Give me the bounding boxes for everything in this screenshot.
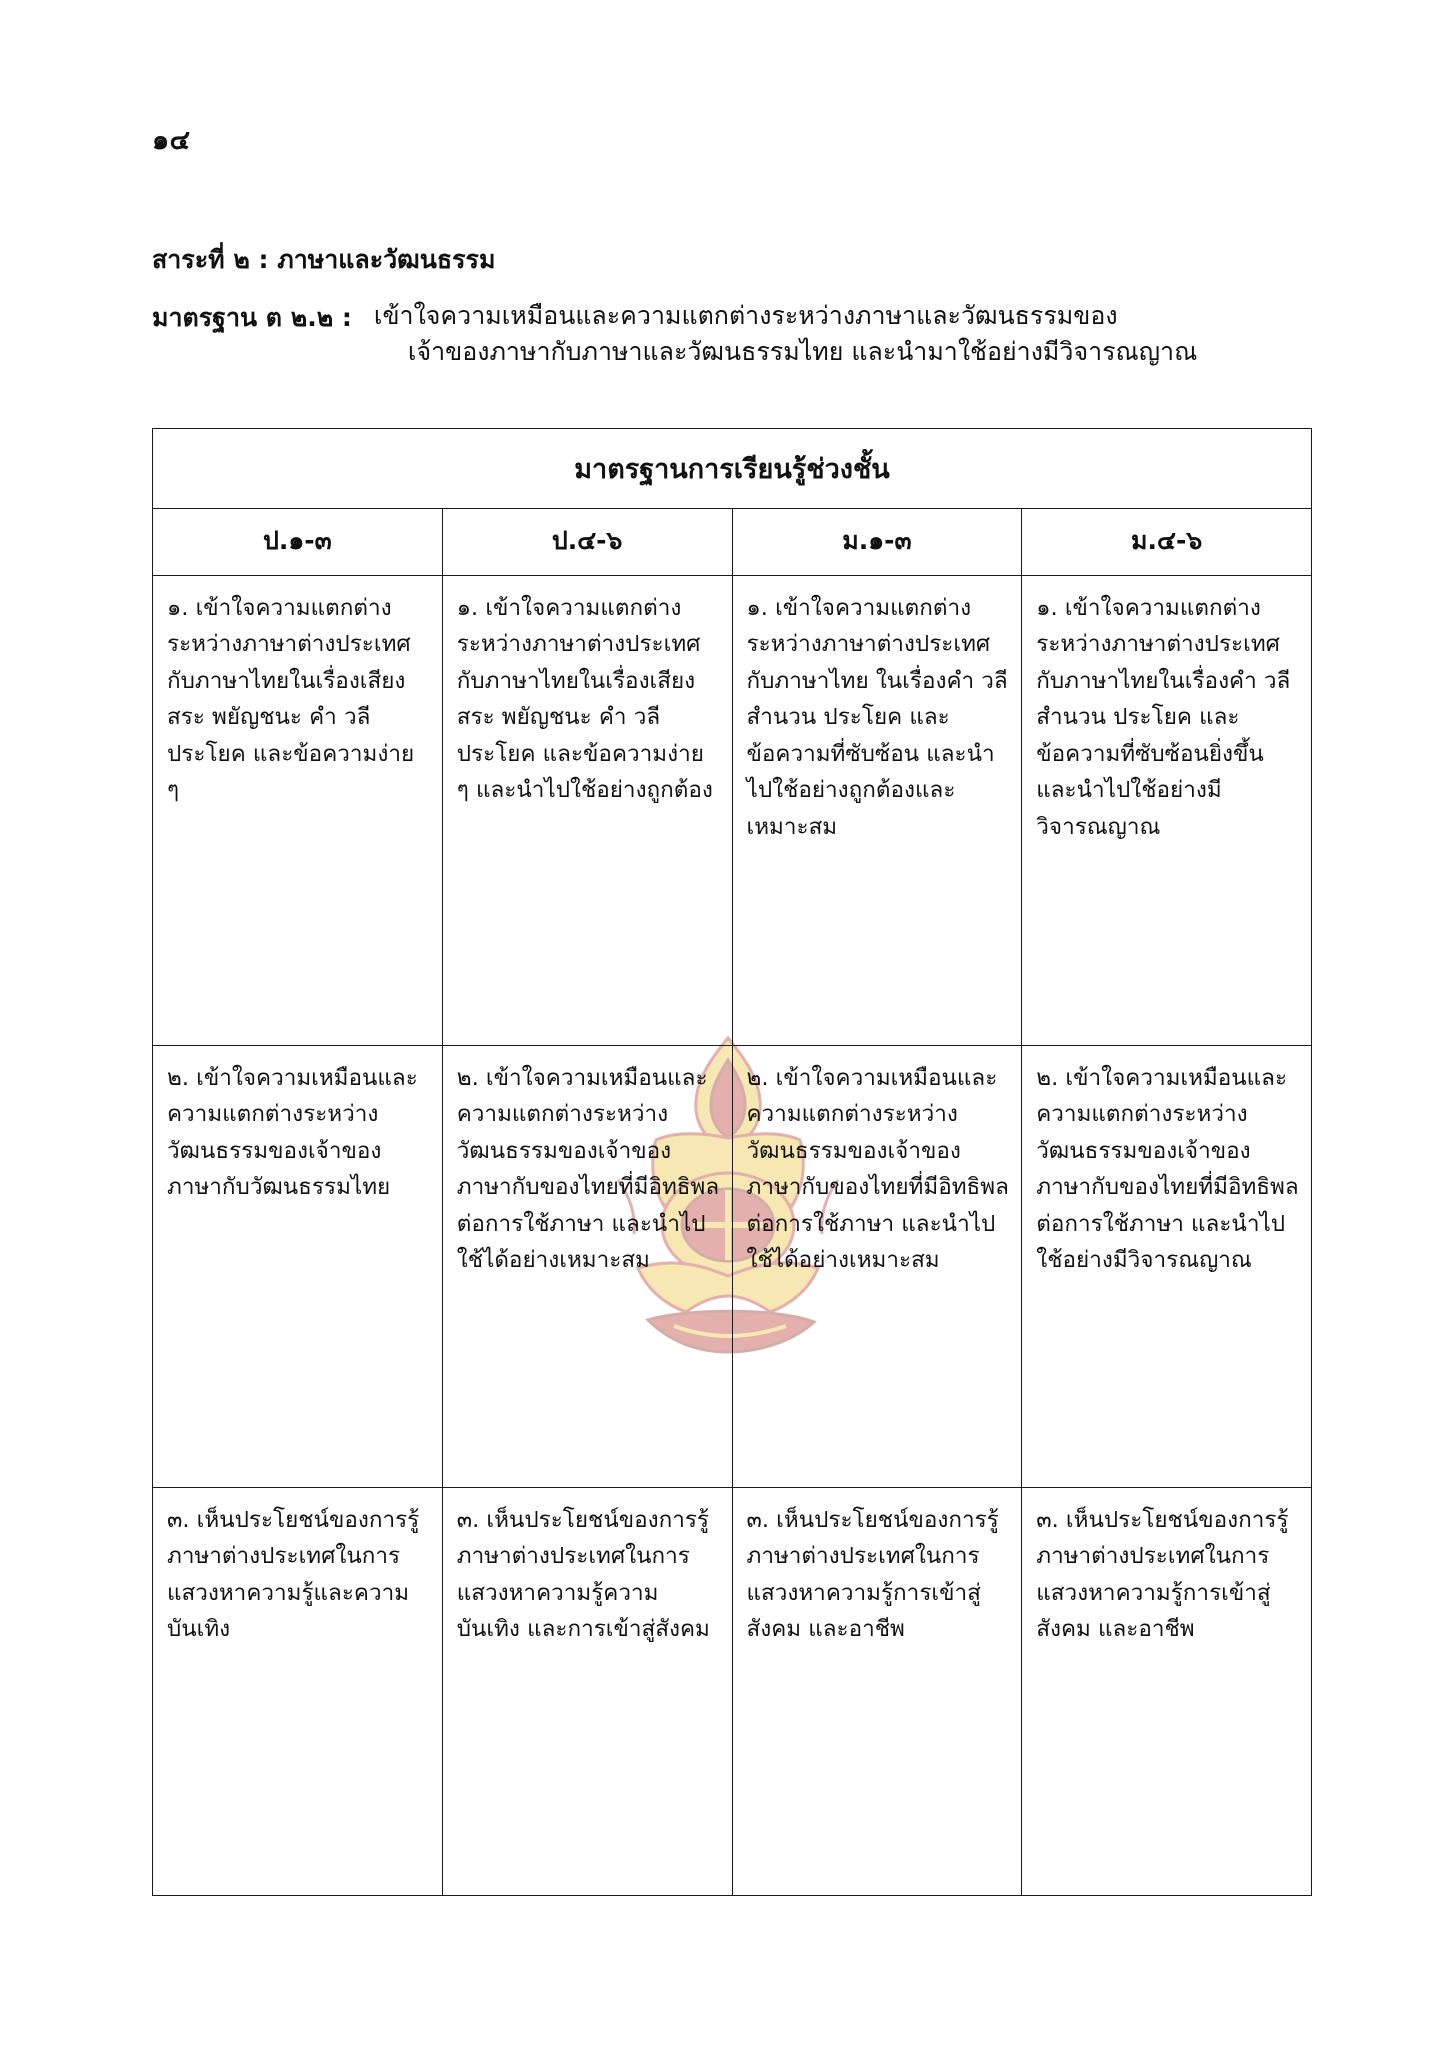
table-column-header-row xyxy=(153,509,1312,576)
cell-r2-c4: ๒. เข้าใจความเหมือนและความแตกต่างระหว่างวัฒนธรรมของเจ้าของภาษากับของไทยที่มีอิทธิพลต่อการใช้ภาษา และนำไปใช้อย่างมีวิจารณญาณ xyxy=(1022,1046,1312,1488)
standard-row xyxy=(152,298,1332,371)
column-header-p1-3: ป.๑-๓ xyxy=(153,509,443,576)
column-header-m1-3: ม.๑-๓ xyxy=(732,509,1022,576)
table-row xyxy=(153,1046,1312,1488)
cell-r1-c1: ๑. เข้าใจความแตกต่างระหว่างภาษาต่างประเทศกับภาษาไทยในเรื่องเสียงสระ พยัญชนะ คำ วลี ประโยค และข้อความง่าย ๆ xyxy=(153,576,443,1046)
table-row xyxy=(153,576,1312,1046)
cell-r2-c2: ๒. เข้าใจความเหมือนและความแตกต่างระหว่างวัฒนธรรมของเจ้าของภาษากับของไทยที่มีอิทธิพลต่อการใช้ภาษา และนำไปใช้ได้อย่างเหมาะสม xyxy=(442,1046,732,1488)
column-header-p4-6: ป.๔-๖ xyxy=(442,509,732,576)
cell-r1-c4: ๑. เข้าใจความแตกต่างระหว่างภาษาต่างประเทศกับภาษาไทยในเรื่องคำ วลี สำนวน ประโยค และข้อความที่ซับซ้อนยิ่งขึ้น และนำไปใช้อย่างมีวิจารณญาณ xyxy=(1022,576,1312,1046)
table-title-row xyxy=(153,429,1312,509)
standard-text xyxy=(360,298,1332,371)
standard-text-line-2: เจ้าของภาษากับภาษาและวัฒนธรรมไทย และนำมาใช้อย่างมีวิจารณญาณ xyxy=(407,337,1198,367)
heading-block xyxy=(152,240,1332,371)
learning-standards-table xyxy=(152,428,1312,1896)
strand-title: สาระที่ ๒ : ภาษาและวัฒนธรรม xyxy=(152,245,496,274)
standard-label: มาตรฐาน ต ๒.๒ : xyxy=(152,303,352,332)
cell-r3-c2: ๓. เห็นประโยชน์ของการรู้ภาษาต่างประเทศในการแสวงหาความรู้ความบันเทิง และการเข้าสู่สังคม xyxy=(442,1488,732,1896)
table-row xyxy=(153,1488,1312,1896)
cell-r1-c2: ๑. เข้าใจความแตกต่างระหว่างภาษาต่างประเทศกับภาษาไทยในเรื่องเสียงสระ พยัญชนะ คำ วลี ประโยค และข้อความง่าย ๆ และนำไปใช้อย่างถูกต้อง xyxy=(442,576,732,1046)
cell-r2-c1: ๒. เข้าใจความเหมือนและความแตกต่างระหว่างวัฒนธรรมของเจ้าของภาษากับวัฒนธรรมไทย xyxy=(153,1046,443,1488)
cell-r3-c3: ๓. เห็นประโยชน์ของการรู้ภาษาต่างประเทศในการแสวงหาความรู้การเข้าสู่สังคม และอาชีพ xyxy=(732,1488,1022,1896)
table-head xyxy=(153,429,1312,576)
column-header-m4-6: ม.๔-๖ xyxy=(1022,509,1312,576)
standard-text-line-1: เข้าใจความเหมือนและความแตกต่างระหว่างภาษาและวัฒนธรรมของ xyxy=(373,301,1118,330)
cell-r2-c3: ๒. เข้าใจความเหมือนและความแตกต่างระหว่างวัฒนธรรมของเจ้าของภาษากับของไทยที่มีอิทธิพลต่อการใช้ภาษา และนำไปใช้ได้อย่างเหมาะสม xyxy=(732,1046,1022,1488)
cell-r3-c1: ๓. เห็นประโยชน์ของการรู้ภาษาต่างประเทศในการแสวงหาความรู้และความบันเทิง xyxy=(153,1488,443,1896)
table-body xyxy=(153,576,1312,1896)
table-title: มาตรฐานการเรียนรู้ช่วงชั้น xyxy=(153,429,1312,509)
cell-r3-c4: ๓. เห็นประโยชน์ของการรู้ภาษาต่างประเทศในการแสวงหาความรู้การเข้าสู่สังคม และอาชีพ xyxy=(1022,1488,1312,1896)
page-number: ๑๔ xyxy=(152,125,191,156)
cell-r1-c3: ๑. เข้าใจความแตกต่างระหว่างภาษาต่างประเทศกับภาษาไทย ในเรื่องคำ วลี สำนวน ประโยค และข้อความที่ซับซ้อน และนำไปใช้อย่างถูกต้องและเหมาะสม xyxy=(732,576,1022,1046)
